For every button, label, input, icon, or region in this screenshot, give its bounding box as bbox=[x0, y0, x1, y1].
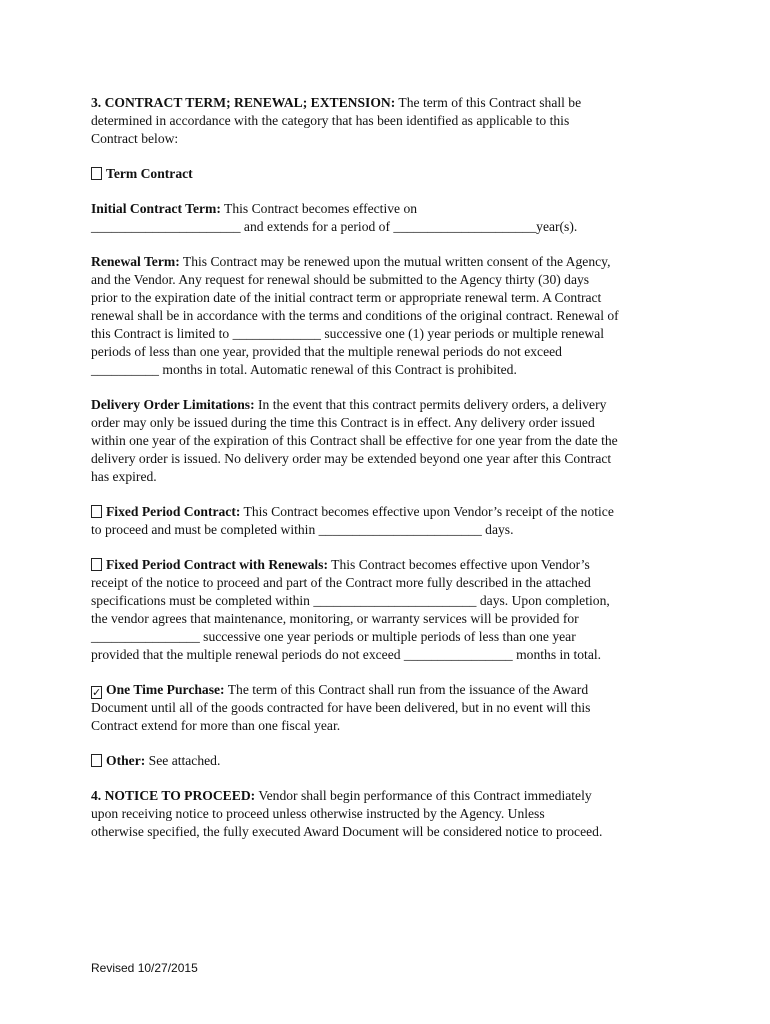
section-3-text: Contract below: bbox=[91, 131, 179, 146]
one-time-purchase-label: One Time Purchase: bbox=[106, 682, 225, 697]
delivery-order-label: Delivery Order Limitations: bbox=[91, 397, 255, 412]
fixed-period-checkbox[interactable] bbox=[91, 505, 102, 518]
fixed-renewals-text: specifications must be completed within ________________________ days. Upon completion, bbox=[91, 593, 610, 608]
section-3-paragraph bbox=[91, 94, 683, 148]
term-contract-label: Term Contract bbox=[106, 166, 193, 181]
initial-term-text: ______________________ and extends for a period of _____________________year(s). bbox=[91, 219, 578, 234]
document-body bbox=[91, 94, 683, 841]
fixed-renewals-option bbox=[91, 556, 683, 664]
fixed-period-option bbox=[91, 503, 683, 539]
one-time-purchase-text: Contract extend for more than one fiscal year. bbox=[91, 718, 341, 733]
fixed-renewals-checkbox[interactable] bbox=[91, 558, 102, 571]
section-3-text: determined in accordance with the category that has been identified as applicable to this bbox=[91, 113, 570, 128]
renewal-term-text: renewal shall be in accordance with the terms and conditions of the original contract. Renewal of bbox=[91, 308, 619, 323]
delivery-order-text: order may only be issued during the time this Contract is in effect. Any delivery order issued bbox=[91, 415, 595, 430]
renewal-term-text: This Contract may be renewed upon the mutual written consent of the Agency, bbox=[179, 254, 611, 269]
checkmark-icon: ✓ bbox=[92, 686, 102, 699]
section-4-heading: 4. NOTICE TO PROCEED: bbox=[91, 788, 256, 803]
renewal-term-text: periods of less than one year, provided that the multiple renewal periods do not exceed bbox=[91, 344, 562, 359]
delivery-order-paragraph bbox=[91, 396, 683, 486]
fixed-renewals-text: the vendor agrees that maintenance, monitoring, or warranty services will be provided for bbox=[91, 611, 579, 626]
term-contract-option bbox=[91, 165, 683, 183]
section-3-heading: 3. CONTRACT TERM; RENEWAL; EXTENSION: bbox=[91, 95, 396, 110]
renewal-term-paragraph bbox=[91, 253, 683, 379]
fixed-renewals-text: ________________ successive one year periods or multiple periods of less than one year bbox=[91, 629, 576, 644]
other-option bbox=[91, 752, 683, 770]
renewal-term-text: this Contract is limited to _____________ successive one (1) year periods or multiple renewal bbox=[91, 326, 605, 341]
fixed-period-text: to proceed and must be completed within ________________________ days. bbox=[91, 522, 514, 537]
renewal-term-text: prior to the expiration date of the initial contract term or appropriate renewal term. A Contract bbox=[91, 290, 602, 305]
fixed-period-label: Fixed Period Contract: bbox=[106, 504, 241, 519]
delivery-order-text: has expired. bbox=[91, 469, 157, 484]
fixed-renewals-text: This Contract becomes effective upon Vendor’s bbox=[328, 557, 590, 572]
renewal-term-text: __________ months in total. Automatic renewal of this Contract is prohibited. bbox=[91, 362, 517, 377]
one-time-purchase-checkbox[interactable] bbox=[91, 686, 102, 699]
renewal-term-label: Renewal Term: bbox=[91, 254, 180, 269]
other-checkbox[interactable] bbox=[91, 754, 102, 767]
delivery-order-text: within one year of the expiration of this Contract shall be effective for one year from the date the bbox=[91, 433, 618, 448]
other-text: See attached. bbox=[145, 753, 221, 768]
initial-term-label: Initial Contract Term: bbox=[91, 201, 221, 216]
fixed-renewals-text: provided that the multiple renewal periods do not exceed ________________ months in total. bbox=[91, 647, 602, 662]
fixed-renewals-label: Fixed Period Contract with Renewals: bbox=[106, 557, 328, 572]
section-4-paragraph bbox=[91, 787, 683, 841]
other-label: Other: bbox=[106, 753, 146, 768]
fixed-period-text: This Contract becomes effective upon Vendor’s receipt of the notice bbox=[240, 504, 614, 519]
section-3-text: The term of this Contract shall be bbox=[395, 95, 582, 110]
delivery-order-text: In the event that this contract permits delivery orders, a delivery bbox=[254, 397, 607, 412]
initial-term-text: This Contract becomes effective on bbox=[220, 201, 418, 216]
renewal-term-text: and the Vendor. Any request for renewal should be submitted to the Agency thirty (30) days bbox=[91, 272, 590, 287]
one-time-purchase-text: Document until all of the goods contracted for have been delivered, but in no event will this bbox=[91, 700, 591, 715]
fixed-renewals-text: receipt of the notice to proceed and part of the Contract more fully described in the attached bbox=[91, 575, 591, 590]
revision-footer: Revised 10/27/2015 bbox=[91, 961, 198, 975]
term-contract-checkbox[interactable] bbox=[91, 167, 102, 180]
section-4-text: Vendor shall begin performance of this Contract immediately bbox=[255, 788, 592, 803]
initial-term-paragraph bbox=[91, 200, 683, 236]
one-time-purchase-option bbox=[91, 681, 683, 735]
section-4-text: upon receiving notice to proceed unless otherwise instructed by the Agency. Unless bbox=[91, 806, 545, 821]
section-4-text: otherwise specified, the fully executed Award Document will be considered notice to proceed. bbox=[91, 824, 603, 839]
delivery-order-text: delivery order is issued. No delivery order may be extended beyond one year after this Contract bbox=[91, 451, 612, 466]
one-time-purchase-text: The term of this Contract shall run from the issuance of the Award bbox=[224, 682, 589, 697]
